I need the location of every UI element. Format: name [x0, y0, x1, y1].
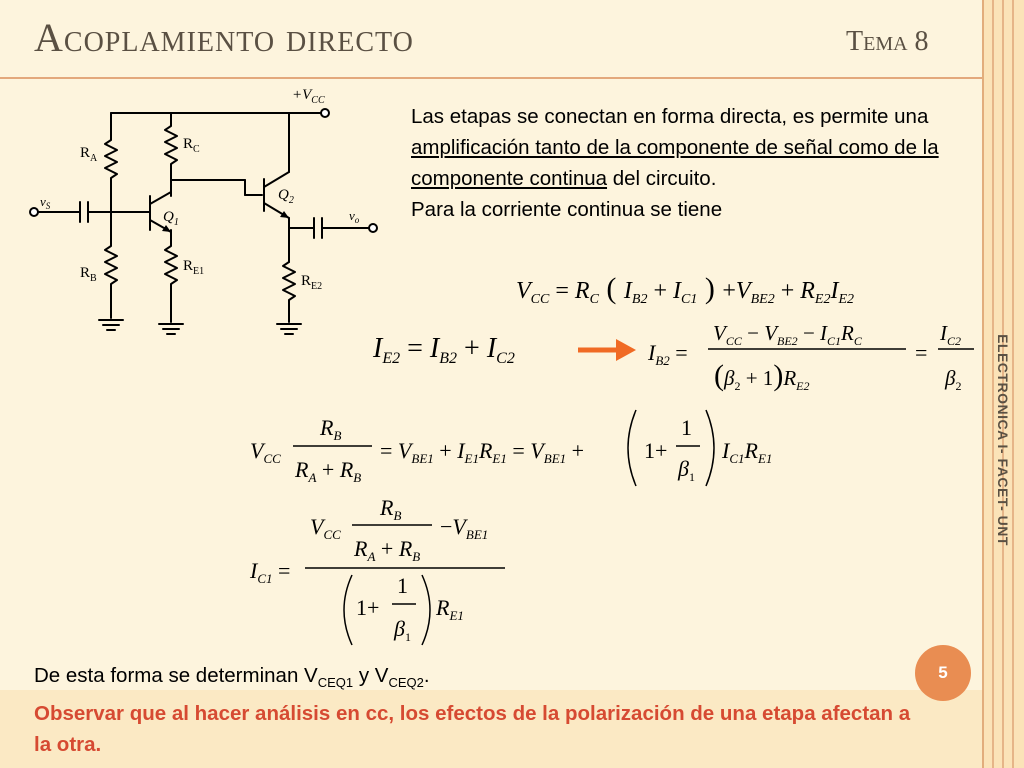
svg-text:β2: $\beta_2$: [945, 366, 962, 393]
svg-text:−VBE1: $-V_{BE1}$: [440, 514, 489, 542]
svg-text:= VBE1 + IE1RE1 = VBE1 +: = $V_{BE1} + I_{E1}R_{E1} = V_{BE1}$ +: [380, 438, 585, 466]
intro-paragraph: Las etapas se conectan en forma directa, es permite una amplificación tanto de la componente de señal como de la componente continua del circuito. Para la corriente continua se tiene: [411, 105, 939, 221]
svg-text:1+: 1+: [356, 595, 380, 620]
svg-text:RE1: $R_{E1}$: [183, 258, 205, 277]
svg-text:IE2 = IB2 + IC2: $I_{E2} = I_{B2} + I_{C2}$: [373, 333, 515, 367]
svg-text:β1: $\beta_1$: [678, 456, 695, 484]
svg-text:RB: $R_B$: [80, 265, 97, 284]
side-label: ELECTRONICA I- FACET- UNT: [995, 334, 1011, 546]
svg-text:1: 1: [397, 573, 408, 598]
svg-text:RE2: $R_{E2}$: [301, 273, 323, 292]
section-label: Tema 8: [846, 26, 929, 57]
page-number: 5: [915, 645, 971, 701]
svg-text:1: 1: [681, 415, 692, 440]
slide-title: Acoplamiento directo: [34, 15, 414, 60]
svg-text:VCC: $V_{CC}$: [310, 514, 341, 542]
svg-text:+VCC: $+V_{CC}$: [292, 87, 325, 106]
svg-text:vo: $v_o$: [349, 208, 360, 225]
svg-text:RA + RB: $R_A + R_B$: [295, 457, 362, 485]
svg-text:(β2 + 1)RE2: $(\beta_2 + 1)R_{E2}$: [714, 359, 810, 393]
svg-text:RA: $R_A$: [80, 145, 98, 164]
svg-text:VCC = RC ( IB2 + IC1 ) +VBE2 +: $V_{CC} = R_C$ ( $I_{B2} + I_{C1}$ ) $+V_{BE2} + R_{E2}I_{E2}$: [516, 272, 855, 307]
svg-text:=: =: [915, 340, 928, 365]
svg-text:RA + RB: $R_A + R_B$: [354, 536, 421, 564]
svg-text:Q1: $Q_1$: [163, 209, 179, 228]
svg-text:Q2: $Q_2$: [278, 187, 294, 206]
svg-text:IC1RE1: $I_{C1}R_{E1}$: [722, 438, 773, 466]
svg-text:VCC: $V_{CC}$: [250, 438, 281, 466]
svg-text:RE1: $R_{E1}$: [436, 595, 464, 623]
svg-text:vS: $v_S$: [40, 194, 51, 211]
conclusion-line-1: De esta forma se determinan $V_{CEQ1}$ y $V_{CEQ2}$.: [34, 664, 430, 691]
svg-text:IC2: $I_{C2}$: [940, 321, 962, 348]
svg-text:IB2 =: $I_{B2}$ =: [648, 340, 688, 368]
svg-text:1+: 1+: [644, 438, 668, 463]
svg-text:RB: $R_B$: [380, 495, 402, 523]
svg-text:VCC − VBE2 − IC1RC: $V_{CC} - V_{BE2} - I_{C1}R_C$: [713, 321, 862, 348]
svg-text:RB: $R_B$: [320, 415, 342, 443]
observation-note: Observar que al hacer análisis en cc, los efectos de la polarización de una etapa afectan a la otra.: [34, 702, 911, 757]
svg-text:IC1 =: $I_{C1}$ =: [250, 558, 291, 586]
svg-text:β1: $\beta_1$: [394, 616, 411, 644]
svg-text:RC: $R_C$: [183, 136, 200, 155]
conclusion-text: [34, 660, 914, 760]
